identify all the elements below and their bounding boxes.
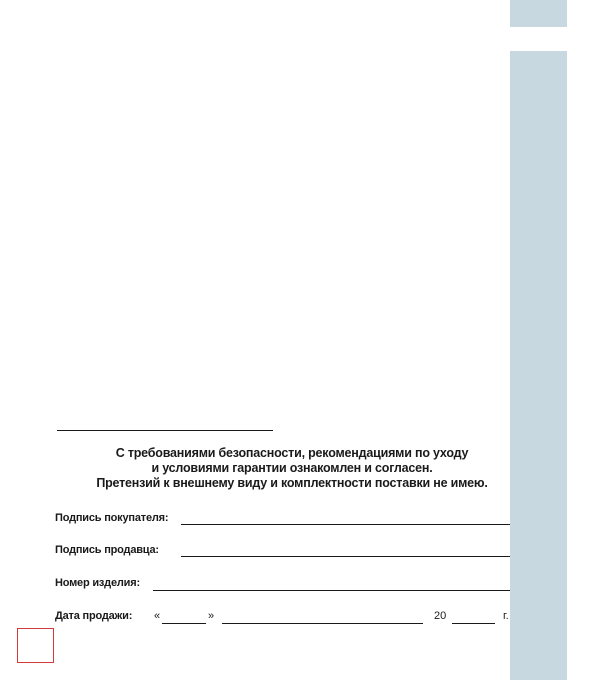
side-tab-top xyxy=(510,0,567,27)
buyer-signature-label: Подпись покупателя: xyxy=(55,512,169,524)
sale-month-line[interactable] xyxy=(222,623,423,624)
year-prefix: 20 xyxy=(434,610,447,622)
quote-open: « xyxy=(154,610,161,622)
year-suffix: г. xyxy=(503,610,509,622)
product-number-line[interactable] xyxy=(153,590,510,591)
side-tab xyxy=(510,51,567,680)
notice-line-2: и условиями гарантии ознакомлен и согласен. xyxy=(151,461,433,475)
buyer-signature-line[interactable] xyxy=(181,524,510,525)
sale-date-label: Дата продажи: xyxy=(55,610,133,622)
separator-line xyxy=(57,430,273,431)
sale-year-line[interactable] xyxy=(452,623,495,624)
agreement-notice xyxy=(57,446,527,491)
notice-line-1: С требованиями безопасности, рекомендациями по уходу xyxy=(115,446,469,460)
sale-day-line[interactable] xyxy=(162,623,206,624)
seller-signature-label: Подпись продавца: xyxy=(55,544,159,556)
quote-close: » xyxy=(208,610,215,622)
stamp-box xyxy=(17,628,54,663)
product-number-label: Номер изделия: xyxy=(55,577,140,589)
seller-signature-line[interactable] xyxy=(181,556,510,557)
notice-line-3: Претензий к внешнему виду и комплектности поставки не имею. xyxy=(96,476,488,490)
